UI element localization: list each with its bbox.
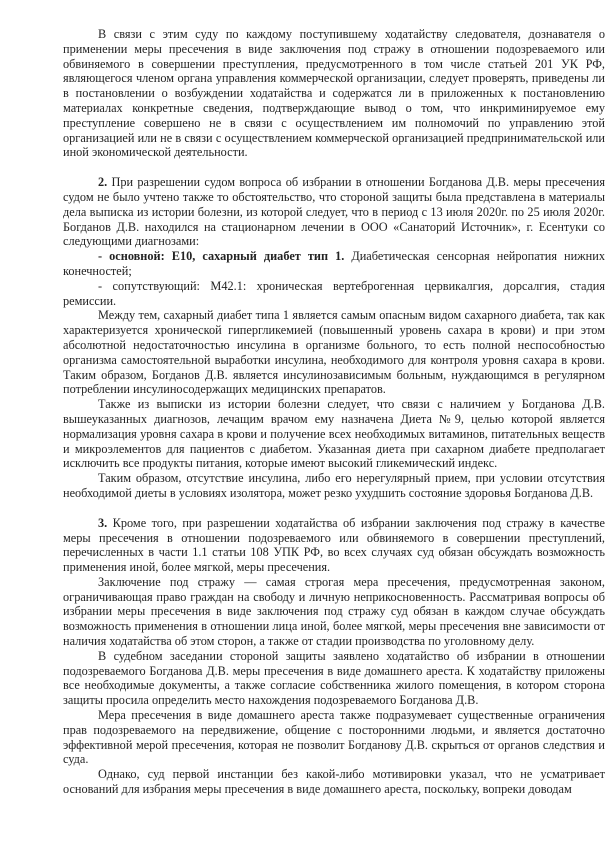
point-3-number: 3. <box>98 515 108 530</box>
paragraph-diabetes-danger <box>63 308 605 397</box>
diagnosis-main-label: - основной: Е10, сахарный диабет тип 1. <box>98 249 345 264</box>
point-2-number: 2. <box>98 175 108 190</box>
paragraph-point-2 <box>63 175 605 249</box>
paragraph-text: Диабетическая сенсорная нейропатия нижних конечностей; <box>63 249 605 278</box>
paragraph-text: Также из выписки из истории болезни следует, что связи с наличием у Богданова Д.В. вышеуказанных диагнозов, лечащим врачом ему назначена Диета №9, целью которой является нормализация уровня сахара в крови и получение всех необходимых витаминов, питательных веществ и микроэлементов для пациентов с диабетом. Указанная диета при сахарном диабете предполагает исключить все продукты питания, которые имеют высокий гликемический индекс. <box>63 397 605 471</box>
paragraph-court-no-motivation <box>63 767 605 797</box>
paragraph-text: Кроме того, при разрешении ходатайства об избрании заключения под стражу в качестве меры пресечения в отношении подозреваемого или обвиняемого в совершении преступлений, перечисленных в части 1.1 статьи 108 УПК РФ, во всех случаях суд обязан обсуждать возможность применения иной, более мягкой, меры пресечения. <box>63 515 605 575</box>
diagnosis-main-line <box>63 249 605 279</box>
paragraph-text: Таким образом, отсутствие инсулина, либо его нерегулярный прием, при условии отсутствия необходимой диеты в условиях изолятора, может резко ухудшить состояние здоровья Богданова Д.В. <box>63 471 605 500</box>
paragraph-text: Однако, суд первой инстанции без какой-либо мотивировки указал, что не усматривает оснований для избрания меры пресечения в виде домашнего ареста, поскольку, вопреки доводам <box>63 767 605 797</box>
paragraph-text: Заключение под стражу — самая строгая мера пресечения, предусмотренная законом, ограничивающая право граждан на свободу и личную неприкосновенность. Рассматривая вопросы об избрании меры пресечения в виде заключения под стражу суд обязан в каждом случае обсуждать возможность применения в отношении лица иной, более мягкой, меры пресечения вне зависимости от наличия ходатайства об этом сторон, а также от стадии производства по уголовному делу. <box>63 574 605 649</box>
paragraph-insulin-absence <box>63 471 605 501</box>
paragraph-text: В связи с этим суду по каждому поступившему ходатайству следователя, дознавателя о применении меры пресечения в виде заключения под стражу в отношении подозреваемого или обвиняемого в совершении преступления, предусмотренного в том числе статьей 201 УК РФ, являющегося членом органа управления коммерческой организации, следует проверять, приведены ли в постановлении о возбуждении ходатайства и содержатся ли в приложенных к постановлению материалах конкретные сведения, подтверждающие вывод о том, что инкриминируемое ему преступление совершено не в связи с осуществлением им полномочий по управлению этой организацией или не в связи с осуществлением коммерческой организацией предпринимательской или иной экономической деятельности. <box>63 27 605 160</box>
paragraph-diet-9 <box>63 397 605 471</box>
paragraph-intro-201-uk-rf <box>63 27 605 160</box>
paragraph-text: Мера пресечения в виде домашнего ареста также подразумевает существенные ограничения прав подозреваемого на передвижение, общение с посторонними людьми, и является достаточно эффективной мерой пресечения, которая не позволит Богданову Д.В. скрыться от органов следствия и суда. <box>63 708 605 767</box>
document-body <box>63 27 605 797</box>
diagnosis-concomitant-line <box>63 279 605 309</box>
paragraph-house-arrest <box>63 708 605 767</box>
paragraph-detention-strictest <box>63 575 605 649</box>
paragraph-point-3 <box>63 516 605 575</box>
paragraph-text: - сопутствующий: М42.1: хроническая вертеброгенная цервикалгия, дорсалгия, стадия ремиссии. <box>63 278 605 308</box>
paragraph-text: В судебном заседании стороной защиты заявлено ходатайство об избрании в отношении подозреваемого Богданова Д.В. меры пресечения в виде домашнего ареста. К ходатайству приложены все необходимые документы, а также согласие собственника жилого помещения, в котором сторона защиты просила определить место нахождения подозреваемого Богданова Д.В. <box>63 648 605 708</box>
paragraph-text: Между тем, сахарный диабет типа 1 является самым опасным видом сахарного диабета, так как характеризуется хронической гипергликемией (повышенный уровень сахара в крови) и при этом абсолютной недостаточностью инсулина в организме больного, то есть полной неспособностью организма самостоятельной выработки инсулина, необходимого для контроля уровня сахара в крови. Таким образом, Богданов Д.В. является инсулинозависимым больным, нуждающимся в регулярном потреблении инсулиносодержащих медицинских препаратов. <box>63 308 605 397</box>
paragraph-defense-motion <box>63 649 605 708</box>
paragraph-text: При разрешении судом вопроса об избрании в отношении Богданова Д.В. меры пресечения судом не было учтено также то обстоятельство, что стороной защиты была представлена в материалы дела выписка из истории болезни, из которой следует, что в период с 13 июля 2020г. по 25 июля 2020г. Богданов Д.В. находился на стационарном лечении в ООО «Санаторий Источник», г. Есентуки со следующими диагнозами: <box>63 175 605 249</box>
